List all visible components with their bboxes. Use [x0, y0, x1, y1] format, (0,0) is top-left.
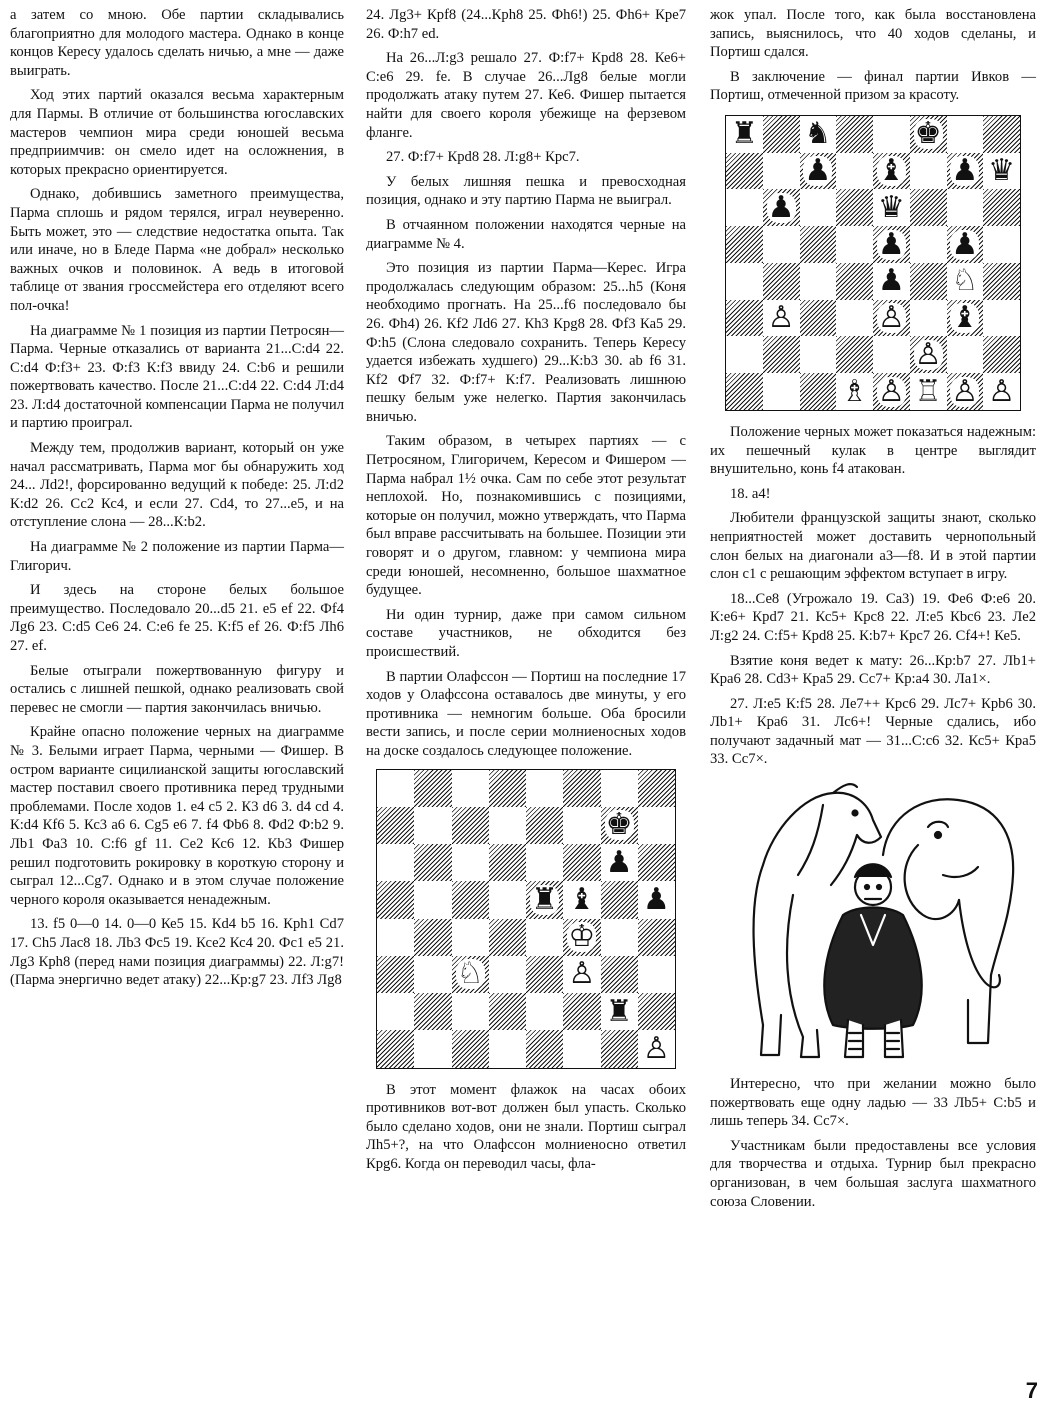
paragraph: В партии Олафссон — Портиш на последние 17 ходов у Олафссона оставалось две минуты, у его противника — немногим больше. Оба бросили вести запись, и после серии молниеносных ходов на доске создалось следующее положение.: [366, 668, 686, 759]
board-square: [800, 153, 837, 190]
board-square: [563, 844, 600, 881]
paragraph: 18. а4!: [730, 485, 771, 502]
cartoon-horse-elephant-illustration: [723, 775, 1023, 1065]
black-knight-icon: ♞: [804, 116, 832, 152]
paragraph: На диаграмме № 2 положение из партии Парма—Глигорич.: [10, 539, 344, 574]
board-square: [601, 1030, 638, 1067]
white-pawn-icon: ♙: [642, 1030, 670, 1066]
board-square: [726, 116, 763, 153]
board-square: [563, 956, 600, 993]
board-square: [800, 263, 837, 300]
board-square: [526, 807, 563, 844]
column-2: [366, 6, 686, 1180]
board-square: [563, 1030, 600, 1067]
board-square: [983, 373, 1020, 410]
board-square: [377, 770, 414, 807]
board-square: [910, 336, 947, 373]
white-pawn-icon: ♙: [568, 956, 596, 992]
paragraph: Взятие коня ведет к мату: 26...Кр:b7 27. Лb1+ Кра6 28. Сd3+ Кра5 29. Сс7+ Кр:а4 30. Ла1×.: [710, 652, 1036, 688]
board-square: [563, 770, 600, 807]
board-square: [489, 919, 526, 956]
white-knight-icon: ♘: [456, 956, 484, 992]
board-square: [726, 153, 763, 190]
board-square: [873, 300, 910, 337]
board-square: [638, 844, 675, 881]
black-rook-icon: ♜: [730, 116, 758, 152]
board-square: [452, 770, 489, 807]
board-square: [489, 881, 526, 918]
board-square: [910, 300, 947, 337]
board-square: [800, 116, 837, 153]
black-pawn-icon: ♟: [642, 881, 670, 917]
board-square: [836, 373, 873, 410]
board-square: [638, 881, 675, 918]
board-square: [763, 373, 800, 410]
board-square: [377, 881, 414, 918]
board-square: [836, 226, 873, 263]
white-knight-icon: ♘: [951, 263, 979, 299]
board-square: [377, 993, 414, 1030]
board-square: [377, 956, 414, 993]
board-square: [763, 263, 800, 300]
page-number: 7: [1025, 1378, 1038, 1403]
board-square: [836, 263, 873, 300]
black-pawn-icon: ♟: [767, 189, 795, 225]
board-square: [910, 226, 947, 263]
board-square: [836, 300, 873, 337]
paragraph: Между тем, продолжив вариант, который он уже начал рассматривать, Парма мог бы обнаружить ход 24... Лd2!, форсированно ведущий к победе: 25. Л:d2 К:d2 26. Сс2 Кс4, и если 27. Сd4, то 27...е5, и на отступление слона — 28...К:b2.: [10, 440, 344, 531]
board-square: [983, 263, 1020, 300]
white-pawn-icon: ♙: [914, 336, 942, 372]
board-square: [947, 336, 984, 373]
board-square: [377, 1030, 414, 1067]
board-square: [726, 226, 763, 263]
board-square: [563, 919, 600, 956]
board-square: [836, 189, 873, 226]
board-square: [489, 807, 526, 844]
paragraph: И здесь на стороне белых большое преимущество. Последовало 20...d5 21. е5 еf 22. Фf4 Лg6 23. С:d5 Се6 24. С:е6 fе 25. К:f5 еf 26. Ф:f5 Лh6 27. еf.: [10, 582, 344, 654]
board-square: [763, 226, 800, 263]
black-bishop-icon: ♝: [877, 153, 905, 189]
white-king-icon: ♔: [568, 919, 596, 955]
black-pawn-icon: ♟: [951, 226, 979, 262]
board-square: [983, 153, 1020, 190]
board-square: [638, 956, 675, 993]
column-3: [710, 6, 1036, 1217]
board-square: [947, 263, 984, 300]
board-square: [910, 189, 947, 226]
board-square: [414, 807, 451, 844]
paragraph: Это позиция из партии Парма—Керес. Игра продолжалась следующим образом: 25...h5 (Коня необходимо прогнать. На 25...f6 последовало бы 26. Фh4) 26. Кf2 Лd6 27. Кh3 Крg8 28. Фf3 Ка5 29. Ф:h5 (Слона следовало сохранить. Теперь Кересу удается избежать худшего) 29...К:b3 30. аb f6 31. Кf2 Фf7 32. Ф:f7+ К:f7. Реализовать лишнюю пешку белым уже нелегко. Партия закончилась вничью.: [366, 260, 686, 425]
paragraph: В заключение — финал партии Ивков — Портиш, отмеченной призом за красоту.: [710, 68, 1036, 104]
board-square: [414, 770, 451, 807]
board-square: [726, 336, 763, 373]
board-square: [873, 189, 910, 226]
paragraph: Крайне опасно положение черных на диаграмме № 3. Белыми играет Парма, черными — Фишер. В остром варианте сицилианской защиты югославский мастер поставил своего противника перед трудными проблемами. После ходов 1. е4 с5 2. К3 d6 3. d4 cd 4. К:d4 Кf6 5. Кс3 а6 6. Сg5 е6 7. f4 Фb6 8. Фd2 Ф:b2 9. Лb1 Фа3 10. С:f6 gf 11. Се2 Кс6 12. Кb3 Фишер решил подготовить рокировку в короткую сторону и сыграл 12...Сg7. Однако и в этом случае положение черного короля оказывается ненадежным.: [10, 724, 344, 908]
paragraph: а затем со мною. Обе партии складывались благоприятно для молодого мастера. Однако в конце концов Кересу удалось сделать ничью, а мне — даже выиграть.: [10, 7, 344, 79]
white-pawn-icon: ♙: [877, 300, 905, 336]
chess-diagram-olafsson-portisch: [376, 769, 676, 1069]
board-square: [638, 919, 675, 956]
board-square: [910, 116, 947, 153]
paragraph: жок упал. После того, как была восстановлена запись, выяснилось, что 40 ходов сделаны, и Портиш сдался.: [710, 7, 1036, 61]
board-square: [377, 919, 414, 956]
paragraph: В отчаянном положении находятся черные на диаграмме № 4.: [366, 216, 686, 252]
board-square: [526, 1030, 563, 1067]
board-square: [873, 336, 910, 373]
board-square: [947, 153, 984, 190]
board-square: [563, 807, 600, 844]
board-square: [873, 263, 910, 300]
board-square: [452, 1030, 489, 1067]
white-pawn-icon: ♙: [767, 300, 795, 336]
white-pawn-icon: ♙: [988, 373, 1016, 409]
board-square: [526, 844, 563, 881]
paragraph: На 26...Л:g3 решало 27. Ф:f7+ Крd8 28. Ке6+ С:е6 29. fе. В случае 26...Лg8 белые могли продолжать атаку путем 27. Ке6. Фишер пытается найти для своего короля убежище на ферзевом фланге.: [366, 50, 686, 141]
board-square: [947, 116, 984, 153]
board-square: [377, 844, 414, 881]
paragraph: 27. Ф:f7+ Крd8 28. Л:g8+ Крс7.: [386, 149, 580, 166]
paragraph: На диаграмме № 1 позиция из партии Петросян—Парма. Черные отказались от варианта 21...С:d4 22. С:d4 Ф:f3+ 23. Ф:f3 К:f3 ввиду 24. С:b6 и решили пожертвовать качество. После 21...С:d4 22. С:d4 Л:d4 23. Л:d4 достаточной компенсации Парма не получил и партию проиграл.: [10, 322, 344, 432]
board-square: [414, 844, 451, 881]
board-square: [414, 956, 451, 993]
board-square: [601, 919, 638, 956]
column-1: [10, 6, 344, 996]
board-square: [910, 153, 947, 190]
paragraph: 27. Л:е5 К:f5 28. Ле7++ Крс6 29. Лс7+ Крb6 30. Лb1+ Кра6 31. Лс6+! Черные сдались, ибо получают задачный мат — 31...С:с6 32. Кс5+ Кра5 33. Сс7×.: [710, 695, 1036, 768]
board-square: [526, 770, 563, 807]
board-square: [763, 336, 800, 373]
board-square: [763, 300, 800, 337]
paragraph: Ход этих партий оказался весьма характерным для Пармы. В отличие от большинства югославских мастеров чемпион мира среди юношей весьма предприимчив: он смело идет на осложнения, в которых прекрасно ориентируется.: [10, 87, 344, 178]
board-square: [726, 300, 763, 337]
board-square: [414, 993, 451, 1030]
board-square: [452, 844, 489, 881]
board-square: [800, 300, 837, 337]
board-square: [836, 153, 873, 190]
white-pawn-icon: ♙: [877, 373, 905, 409]
white-bishop-icon: ♗: [841, 373, 869, 409]
black-pawn-icon: ♟: [877, 226, 905, 262]
board-square: [873, 153, 910, 190]
chess-diagram-ivkov-portisch: [725, 115, 1021, 411]
board-square: [563, 993, 600, 1030]
board-square: [452, 919, 489, 956]
board-square: [983, 300, 1020, 337]
board-square: [983, 336, 1020, 373]
board-square: [873, 226, 910, 263]
white-pawn-icon: ♙: [951, 373, 979, 409]
board-square: [947, 300, 984, 337]
black-queen-icon: ♛: [988, 153, 1016, 189]
black-bishop-icon: ♝: [951, 300, 979, 336]
paragraph: Белые отыграли пожертвованную фигуру и остались с лишней пешкой, однако реализовать свой перевес не смогли — партия закончилась вничью.: [10, 662, 344, 716]
board-square: [763, 153, 800, 190]
board-square: [414, 881, 451, 918]
board-square: [800, 226, 837, 263]
black-bishop-icon: ♝: [568, 881, 596, 917]
board-square: [638, 1030, 675, 1067]
black-pawn-icon: ♟: [605, 844, 633, 880]
board-square: [601, 993, 638, 1030]
board-square: [452, 993, 489, 1030]
paragraph: Интересно, что при желании можно было пожертвовать еще одну ладью — 33 Лb5+ С:b5 и лишь теперь 34. Сс7×.: [710, 1076, 1036, 1130]
board-square: [800, 189, 837, 226]
board-square: [763, 189, 800, 226]
board-square: [638, 993, 675, 1030]
paragraph: Участникам были предоставлены все условия для творчества и отдыха. Турнир был прекрасно организован, в чем большая заслуга шахматного союза Словении.: [710, 1137, 1036, 1210]
board-square: [452, 881, 489, 918]
board-square: [601, 807, 638, 844]
black-rook-icon: ♜: [531, 881, 559, 917]
board-square: [873, 373, 910, 410]
black-queen-icon: ♛: [877, 189, 905, 225]
white-rook-icon: ♖: [914, 373, 942, 409]
paragraph: 13. f5 0—0 14. 0—0 Ке5 15. Кd4 b5 16. Крh1 Сd7 17. Сh5 Лас8 18. Лb3 Фс5 19. Ксе2 Кс4 20. Фс1 е5 21. Лg3 Крh8 (перед нами позиция диаграммы) 22. Л:g7! (Парма энергично ведет атаку) 22...Кр:g7 23. Лf3 Лg8: [10, 916, 344, 989]
board-square: [910, 373, 947, 410]
board-square: [489, 770, 526, 807]
black-pawn-icon: ♟: [804, 153, 832, 189]
board-square: [910, 263, 947, 300]
board-square: [947, 189, 984, 226]
board-square: [983, 116, 1020, 153]
board-square: [563, 881, 600, 918]
paragraph: Однако, добившись заметного преимущества, Парма сплошь и рядом терялся, играл неуверенно. Быть может, это — следствие недостатка опыта. Так или иначе, но в Бледе Парма «не добрал» несколько важных очков и половинок. А ведь в итоговой таблице от звания гроссмейстера его отделяют всего пол-очка!: [10, 186, 344, 314]
board-square: [800, 336, 837, 373]
board-square: [836, 116, 873, 153]
paragraph: Положение черных может показаться надежным: их пешечный кулак в центре выглядит внушительно, конь f4 атакован.: [710, 423, 1036, 478]
black-king-icon: ♚: [914, 116, 942, 152]
paragraph: Ни один турнир, даже при самом сильном составе участников, не обходится без происшествий.: [366, 606, 686, 660]
black-rook-icon: ♜: [605, 993, 633, 1029]
board-square: [726, 373, 763, 410]
board-square: [452, 807, 489, 844]
paragraph: Любители французской защиты знают, сколько неприятностей может доставить чернопольный слон белых на диагонали а3—f8. И в этой партии слон с1 с решающим эффектом вступает в игру.: [710, 510, 1036, 583]
paragraph: В этот момент флажок на часах обоих противников вот-вот должен был упасть. Сколько было сделано ходов, они не знали. Портиш сыграл Лh5+?, на что Олафссон молниеносно ответил Крg6. Когда он переводил часы, фла-: [366, 1081, 686, 1172]
board-square: [526, 993, 563, 1030]
board-square: [377, 807, 414, 844]
board-square: [947, 373, 984, 410]
board-square: [947, 226, 984, 263]
board-square: [489, 1030, 526, 1067]
board-square: [489, 993, 526, 1030]
paragraph: Таким образом, в четырех партиях — с Петросяном, Глигоричем, Кересом и Фишером — Парма набрал 1½ очка. Сам по себе этот результат неплохой. Но, познакомившись с позициями, которые он получил, можно утверждать, что Парма был вправе рассчитывать на большее. Позиции эти говорят и о другом, главном: у чемпиона мира среди юношей, несомненно, большое шахматное будущее.: [366, 433, 686, 599]
black-king-icon: ♚: [605, 807, 633, 843]
paragraph: У белых лишняя пешка и превосходная позиция, однако и эту партию Парма не выиграл.: [366, 173, 686, 209]
board-square: [983, 226, 1020, 263]
board-square: [983, 189, 1020, 226]
black-pawn-icon: ♟: [877, 263, 905, 299]
board-square: [726, 263, 763, 300]
board-square: [601, 770, 638, 807]
board-square: [726, 189, 763, 226]
black-pawn-icon: ♟: [951, 153, 979, 189]
board-square: [452, 956, 489, 993]
paragraph: 18...Се8 (Угрожало 19. Са3) 19. Фе6 Ф:е6 20. К:е6+ Крd7 21. Кс5+ Крс8 22. Л:е5 Кbс6 23. Ле2 Л:g2 24. С:f5+ Крd8 25. К:b7+ Крс7 26. Сf4+! Ке5.: [710, 590, 1036, 644]
board-square: [601, 844, 638, 881]
board-square: [836, 336, 873, 373]
board-square: [414, 919, 451, 956]
board-square: [638, 807, 675, 844]
paragraph: 24. Лg3+ Крf8 (24...Крh8 25. Фh6!) 25. Фh6+ Кре7 26. Ф:h7 еd.: [366, 7, 686, 42]
board-square: [526, 919, 563, 956]
board-square: [638, 770, 675, 807]
board-square: [526, 956, 563, 993]
board-square: [800, 373, 837, 410]
board-square: [489, 956, 526, 993]
board-square: [489, 844, 526, 881]
board-square: [414, 1030, 451, 1067]
board-square: [873, 116, 910, 153]
board-square: [601, 881, 638, 918]
board-square: [763, 116, 800, 153]
board-square: [601, 956, 638, 993]
board-square: [526, 881, 563, 918]
